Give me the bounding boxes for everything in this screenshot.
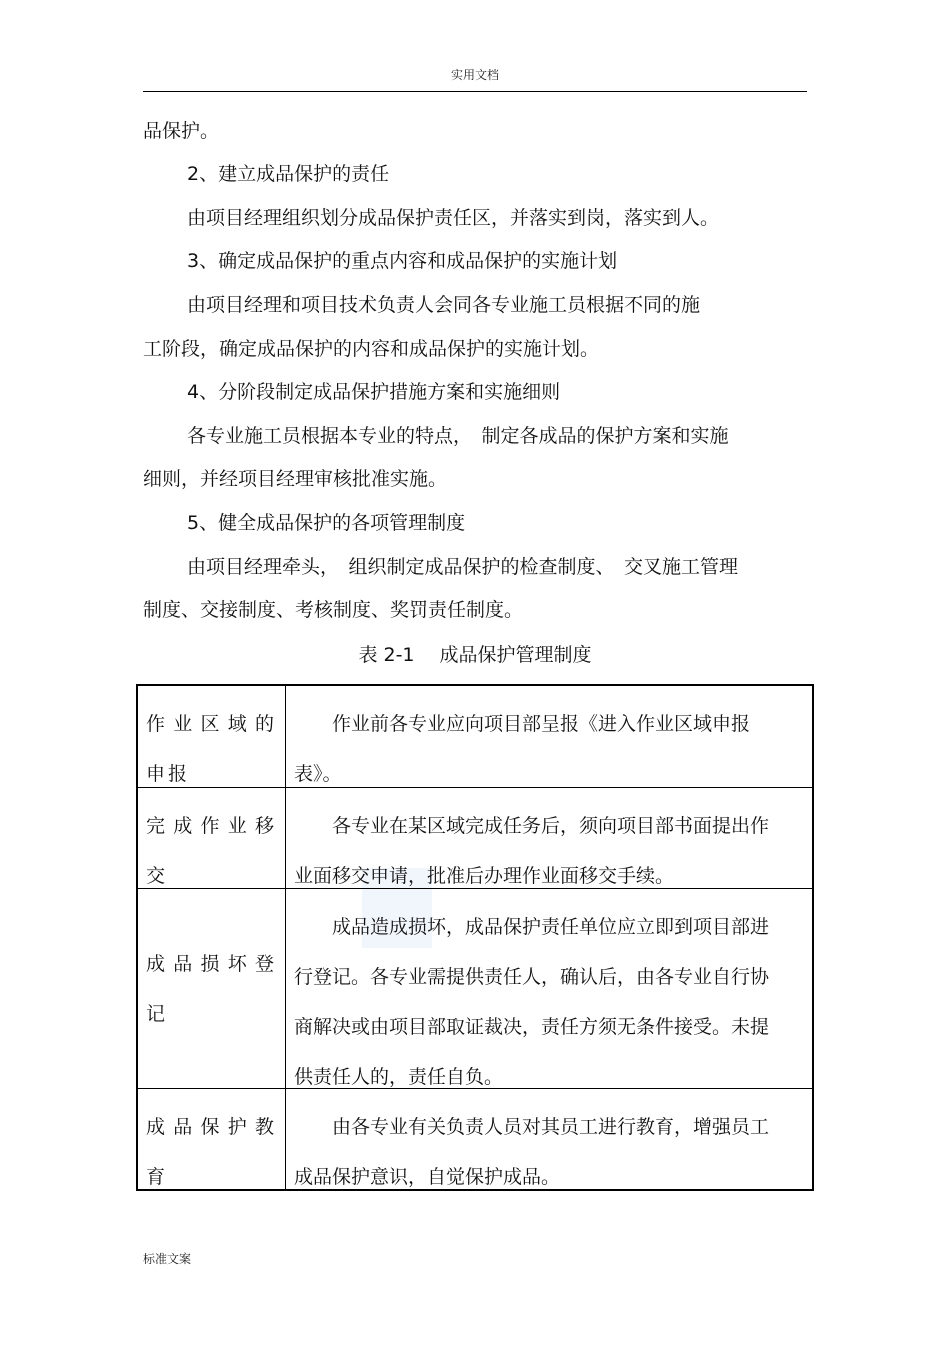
section-heading: 2、建立成品保护的责任 xyxy=(187,163,390,185)
table-row xyxy=(138,888,812,1088)
header-divider xyxy=(143,91,807,92)
body-line: 品保护。 xyxy=(143,120,220,142)
body-line: 细则，并经项目经理审核批准实施。 xyxy=(143,468,448,490)
body-line: 各专业施工员根据本专业的特点， 制定各成品的保护方案和实施 xyxy=(187,425,729,447)
table-caption: 表 2-1 成品保护管理制度 xyxy=(358,644,592,666)
table-row xyxy=(138,787,812,888)
management-table xyxy=(136,684,814,1191)
row-label: 成品损坏登记 xyxy=(138,889,286,1088)
body-line: 由项目经理和项目技术负责人会同各专业施工员根据不同的施 xyxy=(187,294,701,316)
page-footer: 标准文案 xyxy=(143,1252,192,1266)
body-line: 制度、交接制度、考核制度、奖罚责任制度。 xyxy=(143,599,524,621)
section-heading: 5、健全成品保护的各项管理制度 xyxy=(187,512,466,534)
body-line: 工阶段，确定成品保护的内容和成品保护的实施计划。 xyxy=(143,338,600,360)
row-label: 成品保护教育 xyxy=(138,1089,286,1189)
table-row xyxy=(138,1088,812,1189)
row-content: 作业前各专业应向项目部呈报《进入作业区域申报表》。 xyxy=(294,713,751,785)
section-heading: 3、确定成品保护的重点内容和成品保护的实施计划 xyxy=(187,250,618,272)
row-content: 成品造成损坏，成品保护责任单位应立即到项目部进行登记。各专业需提供责任人，确认后，由各专业自行协商解决或由项目部取证裁决，责任方须无条件接受。未提供责任人的，责任自负。 xyxy=(294,916,770,1088)
section-heading: 4、分阶段制定成品保护措施方案和实施细则 xyxy=(187,381,561,403)
row-content: 各专业在某区域完成任务后，须向项目部书面提出作业面移交申请，批准后办理作业面移交手续。 xyxy=(294,815,770,887)
table-row xyxy=(138,686,812,787)
row-content: 由各专业有关负责人员对其员工进行教育，增强员工成品保护意识，自觉保护成品。 xyxy=(294,1116,770,1188)
page-header: 实用文档 xyxy=(450,68,499,82)
body-line: 由项目经理组织划分成品保护责任区，并落实到岗，落实到人。 xyxy=(187,207,720,229)
row-label: 作业区域的申报 xyxy=(138,686,286,787)
row-label: 完成作业移交 xyxy=(138,788,286,888)
body-line: 由项目经理牵头， 组织制定成品保护的检查制度、 交叉施工管理 xyxy=(187,556,739,578)
